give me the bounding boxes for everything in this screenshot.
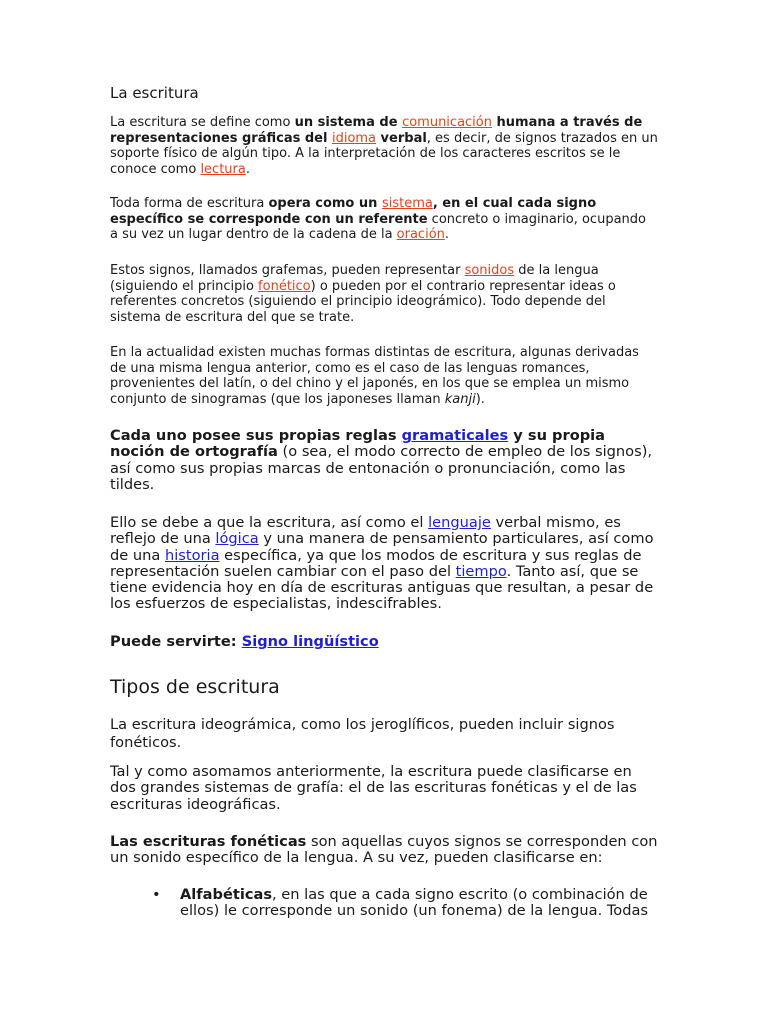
text: específica, ya que los modos de escritura y sus reglas de representación suelen cambiar con el paso del [110, 546, 642, 580]
paragraph-sistema [110, 196, 658, 243]
link-tiempo[interactable]: tiempo [455, 562, 507, 580]
link-idioma[interactable]: idioma [331, 130, 377, 146]
paragraph-reglas [110, 428, 658, 493]
text: verbal mismo, es reflejo de una [110, 514, 621, 548]
bullet-icon: • [152, 886, 161, 903]
text: . [245, 161, 250, 177]
link-oracion[interactable]: oración [396, 227, 445, 242]
types-list [152, 887, 658, 920]
link-historia[interactable]: historia [164, 546, 220, 564]
paragraph-foneticas [110, 834, 658, 867]
text: . [444, 227, 450, 242]
paragraph-puede-servirte [110, 634, 658, 650]
link-sonidos[interactable]: sonidos [464, 263, 515, 278]
text: ). [475, 391, 485, 407]
text: Estos signos, llamados grafemas, pueden representar [110, 263, 465, 278]
paragraph-grafemas [110, 263, 658, 325]
bold-text: , en el cual cada signo específico se corresponde con un referente [110, 196, 597, 227]
link-fonetico[interactable]: fonético [258, 278, 311, 294]
text: Toda forma de escritura [110, 196, 269, 211]
text: son aquellas cuyos signos se corresponden con un sonido específico de la lengua. A su vez, pueden clasificarse en: [110, 833, 658, 867]
link-lectura[interactable]: lectura [200, 161, 246, 177]
section-title-tipos: Tipos de escritura [110, 676, 280, 698]
link-sistema[interactable]: sistema [381, 196, 433, 211]
bold-text: Alfabéticas [180, 886, 273, 903]
bold-text: opera como un [268, 196, 382, 211]
document-title: La escritura [110, 84, 199, 102]
link-signo-linguistico[interactable]: Signo lingüístico [241, 633, 379, 650]
text: , es decir, de signos trazados en un soporte físico de algún tipo. A la interpretación de los caracteres escritos se le conoce como [110, 130, 658, 177]
paragraph-definition [110, 115, 658, 177]
link-logica[interactable]: lógica [215, 530, 259, 548]
bold-text: humana a través de representaciones gráficas del [110, 115, 643, 146]
bold-text: Las escrituras fonéticas [110, 833, 307, 850]
list-item-alfabeticas [152, 887, 658, 920]
text: , en las que a cada signo escrito (o combinación de ellos) le corresponde un sonido (un fonema) de la lengua. Todas [180, 886, 649, 920]
link-gramaticales[interactable]: gramaticales [401, 427, 509, 444]
link-comunicacion[interactable]: comunicación [402, 115, 492, 130]
text: ) o pueden por el contrario representar ideas o referentes concretos (siguiendo el principio ideográmico). Todo depende del sistema de escritura del que se trate. [110, 278, 616, 325]
bold-text: un sistema de [294, 115, 403, 130]
link-lenguaje[interactable]: lenguaje [428, 514, 491, 531]
paragraph-lenguaje [110, 515, 658, 613]
italic-text: kanji [444, 391, 476, 407]
bold-text: Cada uno posee sus propias reglas [110, 427, 402, 444]
paragraph-clasificacion: Tal y como asomamos anteriormente, la escritura puede clasificarse en dos grandes sistemas de grafía: el de las escrituras fonéticas y el de las escrituras ideográficas. [110, 763, 637, 813]
text: La escritura se define como [110, 115, 295, 130]
text: de la lengua (siguiendo el principio [110, 263, 599, 294]
text: (o sea, el modo correcto de empleo de los signos), así como sus propias marcas de entonación o pronunciación, como las tildes. [110, 443, 653, 493]
text: En la actualidad existen muchas formas distintas de escritura, algunas derivadas de una misma lengua anterior, como es el caso de las lenguas romances, provenientes del latín, o del chino y el japonés, en los que se emplea un mismo conjunto de sinogramas (que los japoneses llaman [110, 345, 639, 407]
text: Ello se debe a que la escritura, así como el [110, 514, 429, 531]
paragraph-ideogramica: La escritura ideográmica, como los jeroglíficos, pueden incluir signos fonéticos. [110, 716, 615, 751]
paragraph-actualidad [110, 345, 658, 407]
bold-text: Puede servirte: [110, 633, 242, 650]
text: y una manera de pensamiento particulares, así como de una [110, 530, 654, 564]
text: . Tanto así, que se tiene evidencia hoy en día de escrituras antiguas que resultan, a pesar de los esfuerzos de especialistas, indescifrables. [110, 562, 654, 613]
bold-text: verbal [376, 130, 427, 146]
text: concreto o imaginario, ocupando a su vez un lugar dentro de la cadena de la [110, 211, 646, 242]
bold-text: y su propia noción de ortografía [110, 427, 606, 461]
